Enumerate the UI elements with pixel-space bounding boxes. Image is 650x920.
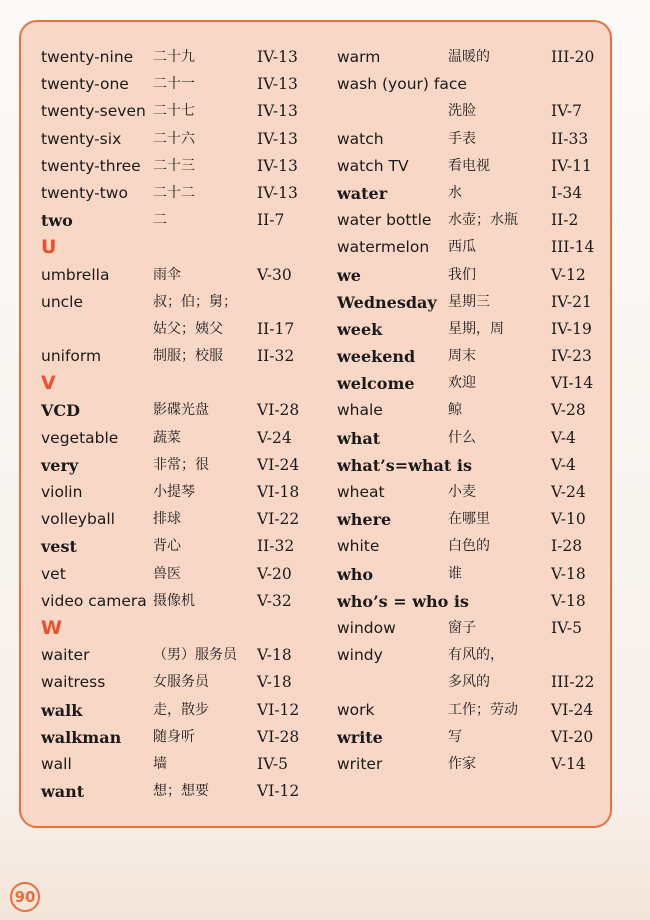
- entry-word: wash (your) face: [337, 75, 467, 94]
- entry-word: watch: [337, 129, 384, 148]
- entry-reference: V-24: [257, 428, 292, 447]
- entry-word: writer: [337, 754, 383, 773]
- entry-reference: II-32: [257, 537, 295, 556]
- entry-chinese: 雨伞: [153, 266, 181, 283]
- entry-reference: IV-11: [551, 156, 592, 175]
- entry-word: uncle: [41, 292, 84, 311]
- glossary-entry: [41, 397, 311, 424]
- entry-reference: IV-21: [551, 292, 592, 311]
- entry-word: water: [337, 183, 388, 203]
- page-number: 90: [10, 882, 40, 912]
- entry-reference: IV-13: [257, 75, 298, 94]
- glossary-entry: [337, 71, 607, 98]
- entry-word: Wednesday: [337, 292, 437, 312]
- glossary-entry: [41, 479, 311, 506]
- entry-reference: VI-12: [257, 782, 300, 801]
- entry-word: whale: [337, 401, 383, 420]
- entry-reference: V-30: [257, 265, 292, 284]
- entry-word: twenty-nine: [41, 48, 134, 66]
- entry-word: volleyball: [41, 510, 115, 529]
- entry-reference: V-32: [257, 591, 292, 610]
- entry-chinese: 欢迎: [448, 375, 476, 392]
- glossary-entry: [41, 425, 311, 452]
- glossary-entry: [41, 724, 311, 751]
- entry-reference: IV-7: [551, 102, 582, 121]
- entry-word: warm: [337, 48, 381, 66]
- glossary-entry: [41, 343, 311, 370]
- entry-chinese: 西瓜: [448, 239, 476, 256]
- entry-word: two: [41, 211, 73, 231]
- glossary-entry: [41, 262, 311, 289]
- glossary-entry: [337, 697, 607, 724]
- entry-chinese: 窗子: [448, 619, 476, 636]
- glossary-entry: [41, 533, 311, 560]
- entry-chinese: 排球: [153, 511, 181, 528]
- entry-reference: V-4: [551, 455, 576, 474]
- glossary-entry: [41, 669, 311, 696]
- entry-word: twenty-seven: [41, 102, 146, 121]
- entry-word: walk: [41, 700, 83, 720]
- glossary-entry: [41, 452, 311, 479]
- entry-reference: V-10: [551, 510, 586, 529]
- entry-reference: VI-24: [257, 455, 300, 474]
- entry-chinese: 影碟光盘: [153, 402, 209, 419]
- entry-reference: IV-5: [551, 618, 582, 637]
- entry-word: twenty-two: [41, 183, 128, 202]
- entry-word: video camera: [41, 591, 147, 610]
- section-letter: V: [41, 372, 56, 395]
- entry-reference: V-12: [551, 265, 586, 284]
- entry-word: where: [337, 510, 392, 530]
- entry-chinese: 兽医: [153, 565, 181, 582]
- glossary-entry: [337, 479, 607, 506]
- glossary-entry: [337, 452, 607, 479]
- entry-word: waitress: [41, 673, 106, 692]
- entry-reference: VI-14: [551, 374, 594, 393]
- entry-chinese: 二十七: [153, 103, 195, 120]
- entry-reference: IV-23: [551, 347, 592, 366]
- entry-chinese: 星期三: [448, 293, 490, 310]
- entry-reference: VI-28: [257, 727, 300, 746]
- entry-chinese: 作家: [448, 755, 476, 772]
- entry-word: week: [337, 319, 383, 339]
- entry-word: we: [337, 265, 361, 285]
- entry-reference: V-28: [551, 401, 586, 420]
- entry-word: write: [337, 727, 383, 747]
- entry-word: what’s=what is: [337, 455, 472, 475]
- section-letter: U: [41, 236, 57, 259]
- glossary-entry: [337, 561, 607, 588]
- entry-reference: IV-13: [257, 183, 298, 202]
- entry-word: white: [337, 537, 380, 556]
- glossary-entry: [337, 262, 607, 289]
- entry-chinese: 二十二: [153, 184, 195, 201]
- entry-chinese: 什么: [448, 429, 476, 446]
- entry-reference: IV-13: [257, 129, 298, 148]
- entry-chinese: 走，散步: [153, 701, 209, 718]
- entry-reference: V-18: [257, 646, 292, 665]
- glossary-entry: [41, 506, 311, 533]
- glossary-entry: [41, 697, 311, 724]
- glossary-column-left: [41, 44, 311, 805]
- entry-reference: VI-20: [551, 727, 594, 746]
- entry-word: want: [41, 782, 85, 802]
- glossary-entry: [337, 506, 607, 533]
- entry-word: VCD: [41, 401, 81, 421]
- entry-chinese: 叔；伯；舅；: [153, 293, 237, 310]
- glossary-entry: [41, 98, 311, 125]
- entry-chinese: 制服；校服: [153, 348, 223, 365]
- entry-word: who: [337, 564, 374, 584]
- entry-reference: IV-19: [551, 319, 592, 338]
- section-letter-row: [41, 234, 311, 261]
- entry-chinese: 背心: [153, 538, 181, 555]
- entry-reference: V-18: [551, 564, 586, 583]
- entry-word: twenty-six: [41, 129, 122, 148]
- glossary-entry: [41, 751, 311, 778]
- glossary-entry: [337, 642, 607, 669]
- entry-reference: IV-13: [257, 48, 298, 66]
- glossary-entry: [337, 615, 607, 642]
- entry-word: walkman: [41, 727, 122, 747]
- section-letter-row: [41, 370, 311, 397]
- glossary-entry: [337, 44, 607, 71]
- glossary-entry: [337, 316, 607, 343]
- entry-chinese: 二十一: [153, 76, 195, 93]
- glossary-entry: [41, 778, 311, 805]
- glossary-entry: [41, 316, 311, 343]
- entry-chinese: 随身听: [153, 728, 195, 745]
- glossary-entry: [337, 397, 607, 424]
- entry-word: watermelon: [337, 238, 430, 257]
- entry-chinese: 周末: [448, 348, 476, 365]
- entry-reference: IV-5: [257, 754, 288, 773]
- glossary-entry: [337, 98, 607, 125]
- glossary-entry: [41, 561, 311, 588]
- glossary-entry: [337, 343, 607, 370]
- entry-reference: V-24: [551, 483, 586, 501]
- entry-reference: V-18: [551, 591, 586, 610]
- entry-chinese: 在哪里: [448, 511, 490, 528]
- glossary-entry: [41, 153, 311, 180]
- section-letter-row: [41, 615, 311, 642]
- entry-word: twenty-one: [41, 75, 129, 94]
- glossary-entry: [337, 533, 607, 560]
- section-letter: W: [41, 616, 62, 639]
- entry-chinese: 小提琴: [153, 484, 195, 500]
- entry-chinese: 洗脸: [448, 103, 476, 120]
- glossary-entry: [337, 370, 607, 397]
- entry-chinese: 摄像机: [153, 592, 195, 609]
- entry-chinese: 二: [153, 212, 167, 229]
- entry-reference: VI-22: [257, 510, 300, 529]
- entry-reference: V-18: [257, 673, 292, 692]
- entry-reference: III-20: [551, 48, 595, 66]
- entry-reference: II-2: [551, 211, 579, 230]
- entry-word: very: [41, 455, 79, 475]
- entry-chinese: 鲸: [448, 402, 462, 419]
- entry-reference: III-14: [551, 238, 595, 257]
- entry-word: vegetable: [41, 428, 119, 447]
- entry-word: wheat: [337, 483, 385, 501]
- entry-chinese: 看电视: [448, 157, 490, 174]
- entry-chinese: 想；想要: [153, 783, 209, 800]
- entry-chinese: 非常；很: [153, 456, 209, 473]
- entry-reference: VI-12: [257, 700, 300, 719]
- entry-reference: VI-24: [551, 700, 594, 719]
- glossary-entry: [337, 180, 607, 207]
- entry-chinese: 水壶；水瓶: [448, 212, 518, 229]
- entry-reference: V-14: [551, 754, 586, 773]
- glossary-entry: [41, 126, 311, 153]
- entry-word: vest: [41, 537, 77, 557]
- entry-word: violin: [41, 483, 83, 501]
- entry-reference: I-34: [551, 183, 583, 202]
- glossary-entry: [41, 642, 311, 669]
- glossary-entry: [41, 207, 311, 234]
- entry-reference: IV-13: [257, 156, 298, 175]
- entry-word: window: [337, 618, 396, 637]
- glossary-entry: [337, 207, 607, 234]
- entry-reference: V-20: [257, 564, 292, 583]
- entry-chinese: 水: [448, 184, 462, 201]
- entry-chinese: 姑父；姨父: [153, 320, 223, 337]
- glossary-entry: [41, 180, 311, 207]
- glossary-column-right: [337, 44, 607, 778]
- glossary-entry: [41, 71, 311, 98]
- entry-word: windy: [337, 646, 383, 665]
- glossary-entry: [337, 126, 607, 153]
- entry-chinese: 写: [448, 728, 462, 745]
- glossary-entry: [337, 751, 607, 778]
- entry-reference: III-22: [551, 673, 595, 692]
- entry-word: watch TV: [337, 156, 409, 175]
- entry-reference: II-7: [257, 211, 285, 230]
- entry-reference: II-33: [551, 129, 589, 148]
- entry-chinese: 有风的，: [448, 647, 504, 664]
- glossary-entry: [337, 724, 607, 751]
- entry-chinese: 我们: [448, 266, 476, 283]
- entry-reference: VI-28: [257, 401, 300, 420]
- entry-reference: II-32: [257, 347, 295, 366]
- entry-chinese: 手表: [448, 130, 476, 147]
- entry-word: twenty-three: [41, 156, 141, 175]
- entry-chinese: 墙: [153, 755, 167, 772]
- entry-chinese: 多风的: [448, 674, 490, 691]
- entry-reference: I-28: [551, 537, 583, 556]
- entry-chinese: 二十九: [153, 49, 195, 65]
- entry-chinese: 蔬菜: [153, 429, 181, 446]
- glossary-entry: [41, 588, 311, 615]
- glossary-entry: [337, 425, 607, 452]
- entry-word: work: [337, 700, 375, 719]
- glossary-entry: [41, 44, 311, 71]
- entry-chinese: 二十六: [153, 130, 195, 147]
- entry-word: weekend: [337, 347, 416, 367]
- entry-chinese: 谁: [448, 565, 462, 582]
- glossary-entry: [41, 289, 311, 316]
- entry-word: water bottle: [337, 211, 432, 230]
- glossary-entry: [337, 669, 607, 696]
- entry-reference: VI-18: [257, 483, 300, 501]
- entry-chinese: 星期，周: [448, 320, 504, 337]
- glossary-entry: [337, 588, 607, 615]
- entry-chinese: 温暖的: [448, 49, 490, 65]
- entry-word: umbrella: [41, 265, 110, 284]
- entry-word: uniform: [41, 347, 102, 366]
- entry-word: who’s = who is: [337, 591, 469, 611]
- entry-word: vet: [41, 564, 66, 583]
- glossary-entry: [337, 153, 607, 180]
- entry-chinese: （男）服务员: [153, 647, 237, 664]
- glossary-entry: [337, 234, 607, 261]
- entry-chinese: 工作；劳动: [448, 701, 518, 718]
- entry-chinese: 二十三: [153, 157, 195, 174]
- glossary-entry: [337, 289, 607, 316]
- entry-reference: V-4: [551, 428, 576, 447]
- entry-chinese: 女服务员: [153, 674, 209, 691]
- entry-word: what: [337, 428, 381, 448]
- entry-word: waiter: [41, 646, 90, 665]
- entry-word: wall: [41, 754, 72, 773]
- entry-reference: IV-13: [257, 102, 298, 121]
- entry-chinese: 白色的: [448, 538, 490, 555]
- entry-reference: II-17: [257, 319, 295, 338]
- entry-chinese: 小麦: [448, 484, 476, 500]
- entry-word: welcome: [337, 374, 415, 394]
